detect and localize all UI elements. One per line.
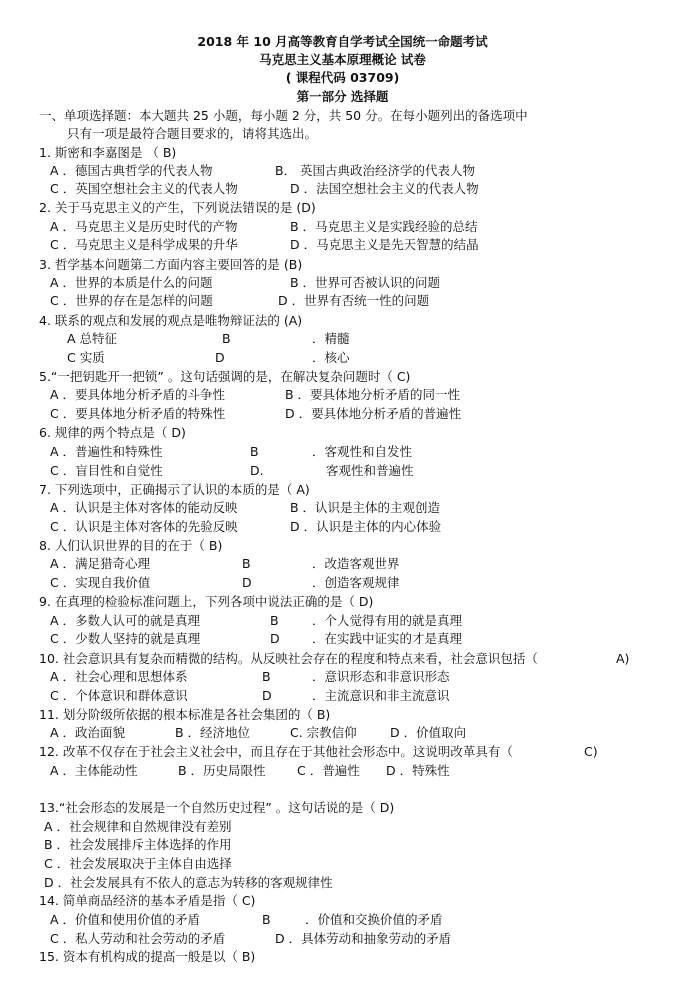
exam-title: 2018 年 10 月高等教育自学考试全国统一命题考试: [197, 34, 488, 49]
question-10-option-d-letter: D: [262, 688, 272, 703]
question-8-option-a: A ．满足猎奇心理: [50, 556, 151, 571]
question-1-option-a: A ．德国古典哲学的代表人物: [50, 163, 213, 178]
question-3-option-d: D ．世界有否统一性的问题: [278, 293, 430, 308]
question-9-option-a: A ．多数人认可的就是真理: [50, 613, 201, 628]
question-14-stem: 14. 简单商品经济的基本矛盾是指（ C): [39, 893, 256, 908]
question-9-stem: 9. 在真理的检验标准问题上，下列各项中说法正确的是（ D): [39, 594, 374, 609]
question-9-option-b: ．个人觉得有用的就是真理: [312, 613, 463, 628]
question-2-option-a: A ．马克思主义是历史时代的产物: [50, 219, 238, 234]
question-9-option-b-letter: B: [270, 613, 279, 628]
question-9-option-d-letter: D: [270, 631, 280, 646]
question-10-option-d: ．主流意识和非主流意识: [312, 688, 450, 703]
question-8-option-c: C ．实现自我价值: [50, 575, 151, 590]
question-10-answer: A): [616, 651, 630, 666]
subject-title: 马克思主义基本原理概论 试卷: [259, 52, 426, 67]
question-11-option-a: A ．政治面貌: [50, 725, 126, 740]
question-4-option-a: A 总特征: [67, 331, 118, 346]
question-5-option-d: D ．要具体地分析矛盾的普遍性: [285, 406, 462, 421]
question-1-option-d: D ．法国空想社会主义的代表人物: [290, 181, 479, 196]
question-7-option-d: D ．认识是主体的内心体验: [290, 519, 442, 534]
question-2-option-c: C ．马克思主义是科学成果的升华: [50, 237, 238, 252]
question-13-option-d: D ．社会发展具有不依人的意志为转移的客观规律性: [44, 875, 333, 890]
question-3-option-c: C ．世界的存在是怎样的问题: [50, 293, 213, 308]
question-14-option-b: ．价值和交换价值的矛盾: [305, 912, 443, 927]
question-11-stem: 11. 划分阶级所依据的根本标准是各社会集团的（ B): [39, 707, 331, 722]
question-4-option-d-letter: D: [215, 350, 225, 365]
question-2-option-b: B ．马克思主义是实践经验的总结: [290, 219, 478, 234]
question-3-option-b: B ．世界可否被认识的问题: [290, 275, 441, 290]
course-code: ( 课程代码 03709): [285, 70, 400, 85]
question-13-option-b: B ．社会发展排斥主体选择的作用: [44, 837, 232, 852]
question-13-option-a: A ．社会规律和自然规律没有差别: [44, 819, 232, 834]
question-7-stem: 7. 下列选项中，正确揭示了认识的本质的是（ A): [39, 482, 310, 497]
question-5-option-b: B ．要具体地分析矛盾的同一性: [285, 387, 461, 402]
question-10-option-a: A ．社会心理和思想体系: [50, 669, 188, 684]
question-7-option-a: A ．认识是主体对客体的能动反映: [50, 500, 238, 515]
question-4-stem: 4. 联系的观点和发展的观点是唯物辩证法的 (A): [39, 313, 303, 328]
question-3-option-a: A ．世界的本质是什么的问题: [50, 275, 213, 290]
question-15-stem: 15. 资本有机构成的提高一般是以（ B): [39, 949, 256, 964]
question-8-option-d-letter: D: [242, 575, 252, 590]
question-4-option-b-letter: B: [222, 331, 231, 346]
part-heading: 第一部分 选择题: [296, 89, 389, 104]
question-6-option-d: 客观性和普遍性: [326, 463, 414, 478]
question-14-option-b-letter: B: [262, 912, 271, 927]
question-2-stem: 2. 关于马克思主义的产生，下列说法错误的是 (D): [39, 200, 316, 215]
question-12-option-c: C ．普遍性: [297, 763, 360, 778]
question-12-option-a: A ．主体能动性: [50, 763, 138, 778]
question-6-option-b: ．客观性和自发性: [312, 444, 413, 459]
question-6-stem: 6. 规律的两个特点是（ D): [39, 425, 186, 440]
section-instruction-line-1: 一、单项选择题：本大题共 25 小题，每小题 2 分，共 50 分。在每小题列出的备选项中: [39, 108, 528, 123]
question-8-option-b-letter: B: [242, 556, 251, 571]
question-5-option-a: A ．要具体地分析矛盾的斗争性: [50, 387, 226, 402]
question-2-option-d: D ．马克思主义是先天智慧的结晶: [290, 237, 479, 252]
question-1-stem: 1. 斯密和李嘉图是 （ B): [39, 145, 177, 160]
question-4-option-c: C 实质: [67, 350, 105, 365]
question-12-option-d: D ．特殊性: [386, 763, 450, 778]
question-8-option-b: ．改造客观世界: [312, 556, 400, 571]
question-6-option-d-letter: D.: [250, 463, 264, 478]
question-5-stem: 5.“一把钥匙开一把锁” 。这句话强调的是，在解决复杂问题时（ C): [39, 369, 411, 384]
question-1-option-c: C ．英国空想社会主义的代表人物: [50, 181, 238, 196]
question-1-option-b: B． 英国古典政治经济学的代表人物: [275, 163, 476, 178]
question-6-option-b-letter: B: [250, 444, 259, 459]
question-13-option-c: C ．社会发展取决于主体自由选择: [44, 856, 232, 871]
question-14-option-a: A ．价值和使用价值的矛盾: [50, 912, 201, 927]
question-4-option-d: ．核心: [312, 350, 350, 365]
question-12-option-b: B ．历史局限性: [178, 763, 266, 778]
question-11-option-b: B ．经济地位: [175, 725, 251, 740]
question-13-stem: 13.“社会形态的发展是一个自然历史过程” 。这句话说的是（ D): [39, 800, 395, 815]
question-10-option-c: C ．个体意识和群体意识: [50, 688, 188, 703]
question-4-option-b: ．精髓: [312, 331, 350, 346]
question-10-option-b: ．意识形态和非意识形态: [312, 669, 450, 684]
question-14-option-d: D ．具体劳动和抽象劳动的矛盾: [275, 931, 452, 946]
question-6-option-c: C ．盲目性和自觉性: [50, 463, 163, 478]
question-5-option-c: C ．要具体地分析矛盾的特殊性: [50, 406, 226, 421]
question-3-stem: 3. 哲学基本问题第二方面内容主要回答的是 (B): [39, 257, 303, 272]
question-11-option-d: D ．价值取向: [390, 725, 467, 740]
section-instruction-line-2: 只有一项是最符合题目要求的，请将其选出。: [67, 126, 318, 141]
question-10-stem: 10. 社会意识具有复杂而精微的结构。从反映社会存在的程度和特点来看，社会意识包括（: [39, 651, 538, 666]
question-8-option-d: ．创造客观规律: [312, 575, 400, 590]
question-12-stem: 12. 改革不仅存在于社会主义社会中，而且存在于其他社会形态中。这说明改革具有（: [39, 744, 513, 759]
question-7-option-b: B ．认识是主体的主观创造: [290, 500, 441, 515]
question-8-stem: 8. 人们认识世界的目的在于（ B): [39, 538, 223, 553]
question-6-option-a: A ．普遍性和特殊性: [50, 444, 163, 459]
question-11-option-c: C. 宗教信仰: [290, 725, 357, 740]
question-9-option-c: C ．少数人坚持的就是真理: [50, 631, 201, 646]
question-10-option-b-letter: B: [262, 669, 271, 684]
question-14-option-c: C ．私人劳动和社会劳动的矛盾: [50, 931, 226, 946]
question-9-option-d: ．在实践中证实的才是真理: [312, 631, 463, 646]
question-12-answer: C): [584, 744, 598, 759]
question-7-option-c: C ．认识是主体对客体的先验反映: [50, 519, 238, 534]
